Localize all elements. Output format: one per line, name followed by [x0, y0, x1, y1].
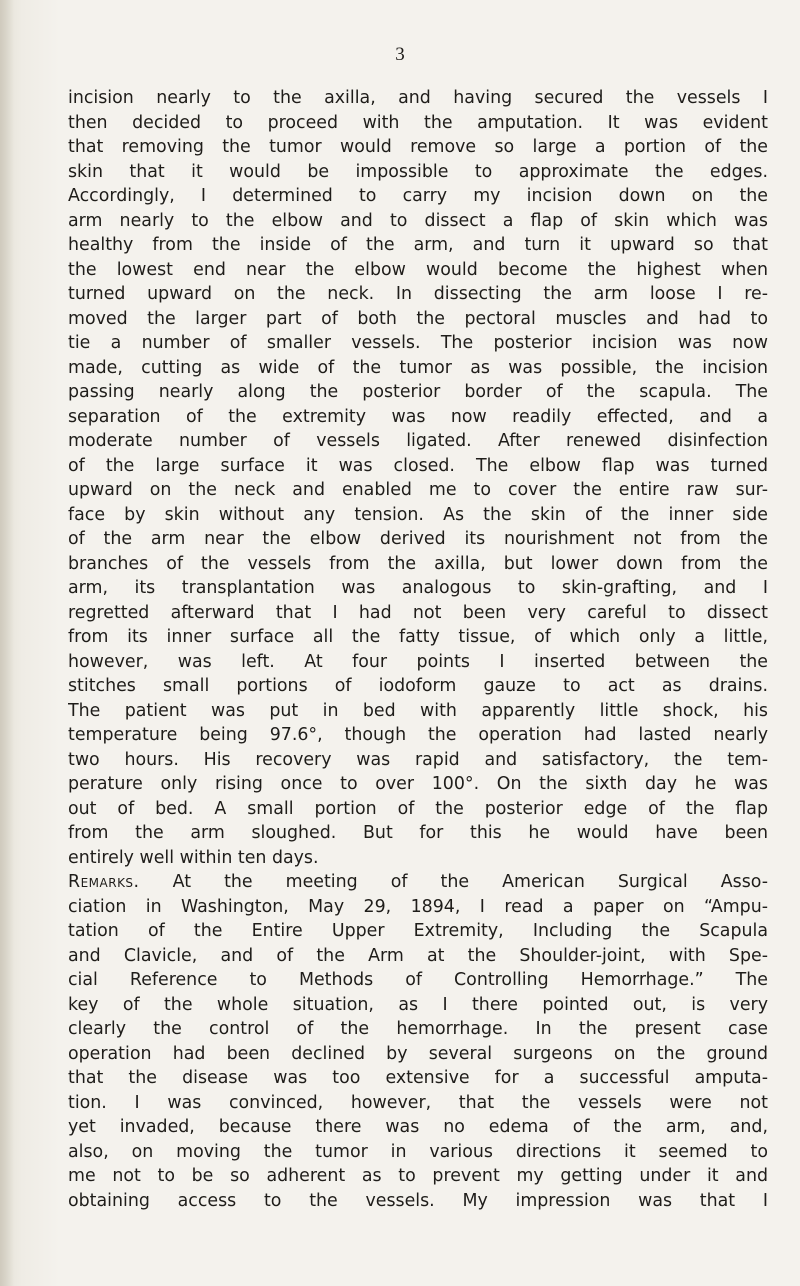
text-line: upward on the neck and enabled me to cover the entire raw sur- [68, 480, 768, 500]
text-line: key of the whole situation, as I there pointed out, is very [68, 994, 768, 1015]
text-line: arm, its transplantation was analogous to skin-grafting, and I [68, 578, 768, 598]
text-line: passing nearly along the posterior border of the scapula. The [68, 382, 768, 402]
text-line: arm nearly to the elbow and to dissect a flap of skin which was [68, 210, 768, 231]
text-line: temperature being 97.6°, though the operation had lasted nearly [68, 725, 768, 745]
text-line: healthy from the inside of the arm, and turn it upward so that [68, 235, 768, 255]
text-line: branches of the vessels from the axilla, but lower down from the [68, 553, 768, 574]
body-text [68, 86, 768, 1213]
text-line: ciation in Washington, May 29, 1894, I read a paper on “Ampu- [68, 896, 768, 917]
text-line: two hours. His recovery was rapid and satisfactory, the tem- [68, 749, 768, 770]
page-number: 3 [395, 44, 405, 65]
text-line: out of bed. A small portion of the posterior edge of the flap [68, 798, 768, 819]
text-line: incision nearly to the axilla, and having secured the vessels I [68, 88, 768, 108]
binding-shadow [0, 0, 14, 1286]
text-line: Accordingly, I determined to carry my incision down on the [68, 186, 768, 206]
text-line: tation of the Entire Upper Extremity, Including the Scapula [68, 921, 768, 941]
text-line: obtaining access to the vessels. My impression was that I [68, 1190, 768, 1211]
text-line: and Clavicle, and of the Arm at the Shoulder-joint, with Spe- [68, 945, 768, 966]
text-line-remarks [68, 870, 768, 895]
text-line: the lowest end near the elbow would become the highest when [68, 259, 768, 280]
text-line: that removing the tumor would remove so large a portion of the [68, 137, 768, 157]
text-line: tion. I was convinced, however, that the vessels were not [68, 1092, 768, 1113]
text-line: The patient was put in bed with apparently little shock, his [68, 700, 768, 721]
text-line: me not to be so adherent as to prevent my getting under it and [68, 1166, 768, 1186]
text-line: moderate number of vessels ligated. After renewed disinfection [68, 431, 768, 451]
text-line: of the large surface it was closed. The elbow flap was turned [68, 455, 768, 476]
text-line: yet invaded, because there was no edema of the arm, and, [68, 1117, 768, 1137]
text-line: also, on moving the tumor in various directions it seemed to [68, 1141, 768, 1162]
text-line: tie a number of smaller vessels. The posterior incision was now [68, 333, 768, 353]
text-line: of the arm near the elbow derived its nourishment not from the [68, 529, 768, 549]
text-line: regretted afterward that I had not been very careful to dissect [68, 602, 768, 623]
text-line: made, cutting as wide of the tumor as was possible, the incision [68, 357, 768, 378]
text-line: stitches small portions of iodoform gauze to act as drains. [68, 676, 768, 696]
text-line: operation had been declined by several surgeons on the ground [68, 1043, 768, 1064]
remarks-line-text: At the meeting of the American Surgical Asso- [172, 872, 768, 892]
text-line: entirely well within ten days. [68, 847, 319, 868]
text-line: face by skin without any tension. As the skin of the inner side [68, 504, 768, 525]
remarks-label: Remarks. [68, 872, 140, 892]
text-line: however, was left. At four points I inserted between the [68, 651, 768, 672]
text-line: turned upward on the neck. In dissecting the arm loose I re- [68, 284, 768, 304]
text-line: that the disease was too extensive for a successful amputa- [68, 1068, 768, 1088]
text-line: perature only rising once to over 100°. On the sixth day he was [68, 774, 768, 794]
text-line: clearly the control of the hemorrhage. In the present case [68, 1019, 768, 1039]
text-line: from the arm sloughed. But for this he would have been [68, 823, 768, 843]
text-line: separation of the extremity was now readily effected, and a [68, 406, 768, 427]
text-line: from its inner surface all the fatty tissue, of which only a little, [68, 627, 768, 647]
text-line: moved the larger part of both the pectoral muscles and had to [68, 308, 768, 329]
text-line: cial Reference to Methods of Controlling Hemorrhage.” The [68, 970, 768, 990]
text-line: then decided to proceed with the amputation. It was evident [68, 112, 768, 133]
text-line: skin that it would be impossible to approximate the edges. [68, 161, 768, 182]
